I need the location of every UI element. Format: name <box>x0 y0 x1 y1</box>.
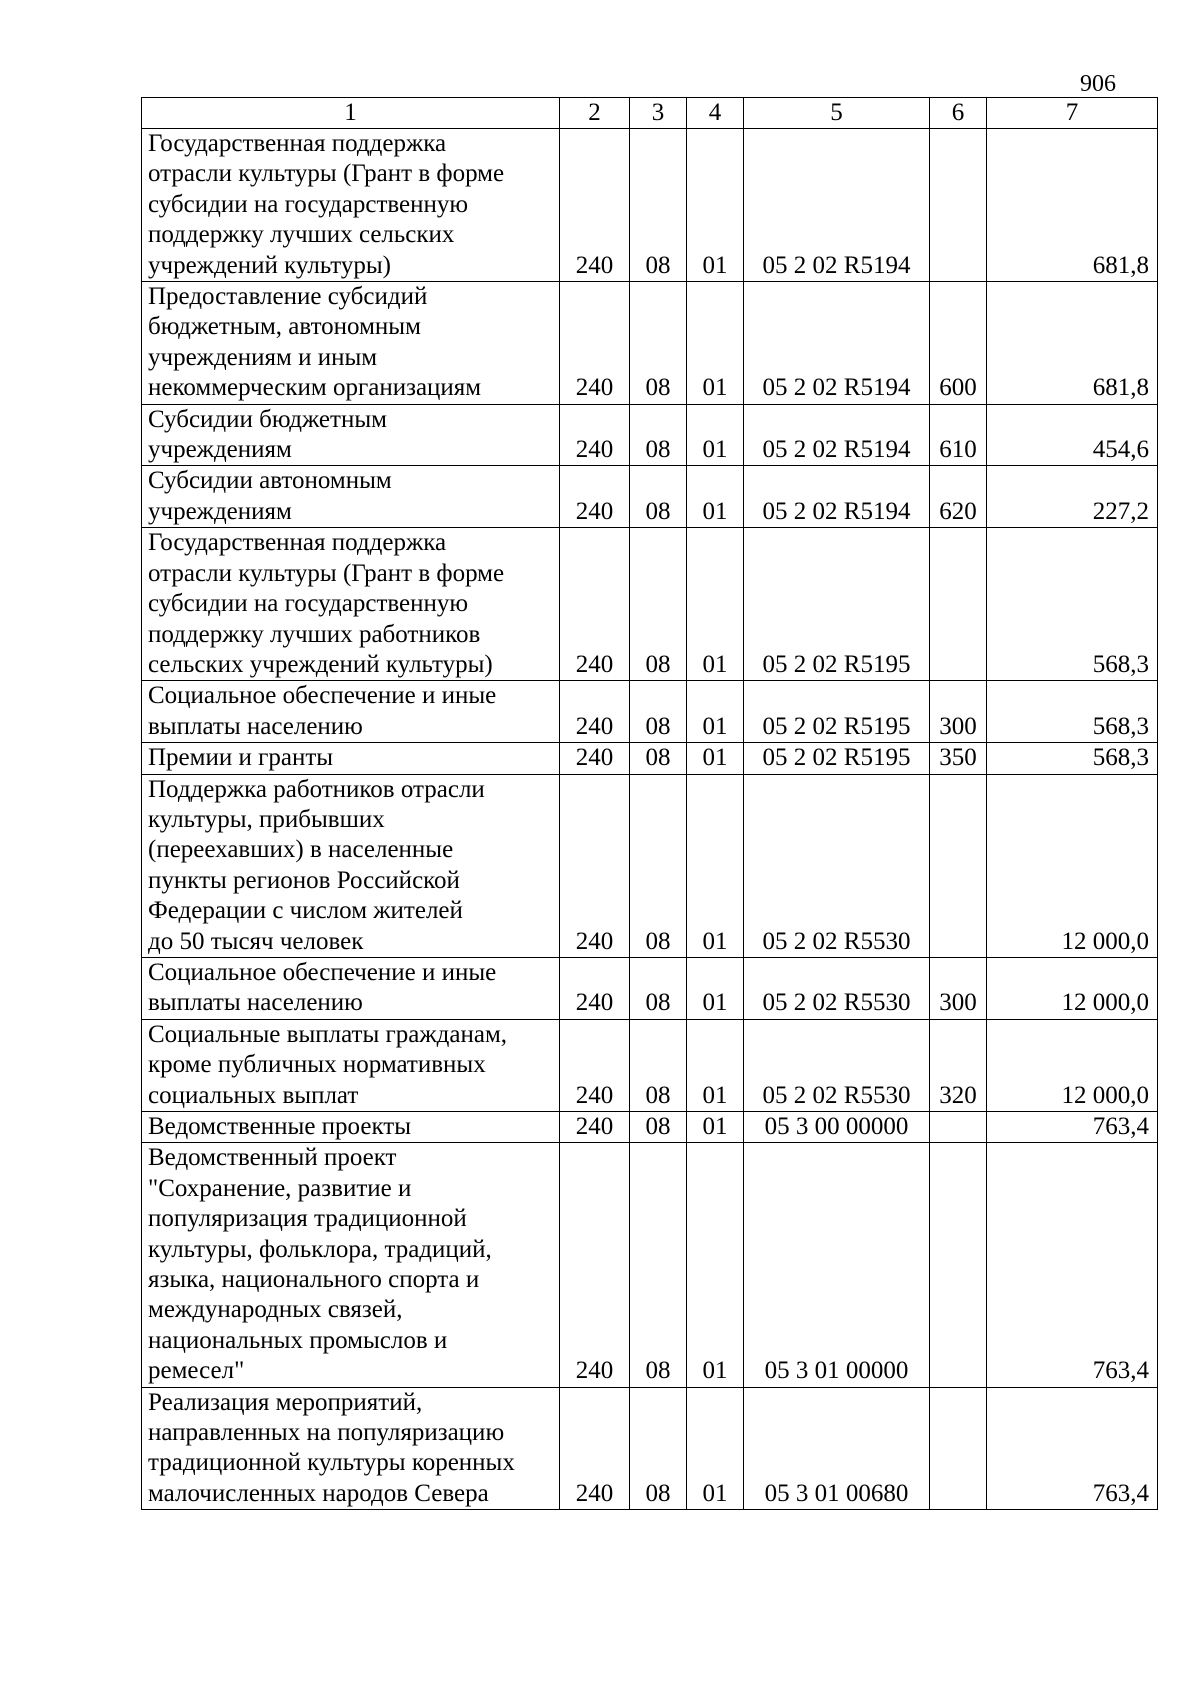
target-article-cell: 05 3 01 00680 <box>744 1387 930 1510</box>
item-name-line: Субсидии автономным <box>148 467 392 495</box>
item-name-line: международных связей, <box>148 1296 403 1324</box>
expense-type-cell <box>930 774 987 957</box>
item-name-cell <box>142 282 560 405</box>
table-row <box>142 743 1158 774</box>
expense-type-cell: 600 <box>930 282 987 405</box>
ministry-code-cell: 240 <box>560 1019 630 1111</box>
item-name-line: кроме публичных нормативных <box>148 1051 486 1079</box>
ministry-code-cell: 240 <box>560 743 630 774</box>
subsection-code-cell: 01 <box>687 681 744 743</box>
item-name-line: пункты регионов Российской <box>148 866 460 894</box>
expense-type-cell: 350 <box>930 743 987 774</box>
expense-type-cell: 620 <box>930 466 987 528</box>
item-name-cell <box>142 774 560 957</box>
item-name-line: Ведомственные проекты <box>148 1113 412 1140</box>
target-article-cell: 05 2 02 R5530 <box>744 957 930 1019</box>
expense-type-cell: 320 <box>930 1019 987 1111</box>
item-name-line: выплаты населению <box>148 989 363 1017</box>
section-code-cell: 08 <box>630 282 687 405</box>
expense-type-cell <box>930 1112 987 1143</box>
item-name-line: некоммерческим организациям <box>148 374 482 402</box>
item-name-line: популяризация традиционной <box>148 1205 467 1233</box>
item-name-cell <box>142 681 560 743</box>
item-name-cell <box>142 404 560 466</box>
item-name-cell <box>142 528 560 681</box>
target-article-cell: 05 2 02 R5194 <box>744 282 930 405</box>
target-article-cell: 05 2 02 R5195 <box>744 743 930 774</box>
header-cell-3: 3 <box>630 98 687 129</box>
item-name-line: поддержку лучших работников <box>148 620 481 648</box>
expense-type-cell <box>930 129 987 282</box>
item-name-line: отрасли культуры (Грант в форме <box>148 160 505 188</box>
table-row <box>142 466 1158 528</box>
amount-cell: 568,3 <box>987 743 1158 774</box>
amount-cell: 763,4 <box>987 1387 1158 1510</box>
amount-cell: 763,4 <box>987 1112 1158 1143</box>
item-name-cell <box>142 957 560 1019</box>
table-row <box>142 681 1158 743</box>
page-number: 906 <box>1080 71 1116 97</box>
section-code-cell: 08 <box>630 528 687 681</box>
section-code-cell: 08 <box>630 1112 687 1143</box>
item-name-line: культуры, прибывших <box>148 805 385 833</box>
table-row <box>142 129 1158 282</box>
section-code-cell: 08 <box>630 1019 687 1111</box>
table-row <box>142 1387 1158 1510</box>
budget-table <box>141 97 1158 1510</box>
expense-type-cell: 300 <box>930 957 987 1019</box>
subsection-code-cell: 01 <box>687 743 744 774</box>
target-article-cell: 05 3 01 00000 <box>744 1143 930 1387</box>
item-name-line: Ведомственный проект <box>148 1144 397 1172</box>
expense-type-cell: 300 <box>930 681 987 743</box>
item-name-line: до 50 тысяч человек <box>148 927 364 955</box>
table-row <box>142 1112 1158 1143</box>
header-cell-1: 1 <box>142 98 560 129</box>
section-code-cell: 08 <box>630 466 687 528</box>
item-name-line: Предоставление субсидий <box>148 283 428 311</box>
ministry-code-cell: 240 <box>560 957 630 1019</box>
item-name-cell <box>142 1143 560 1387</box>
amount-cell: 12 000,0 <box>987 1019 1158 1111</box>
item-name-line: традиционной культуры коренных <box>148 1449 515 1477</box>
table-row <box>142 1143 1158 1387</box>
item-name-line: Государственная поддержка <box>148 130 447 157</box>
item-name-line: учреждениям и иным <box>148 343 378 371</box>
section-code-cell: 08 <box>630 129 687 282</box>
ministry-code-cell: 240 <box>560 129 630 282</box>
item-name-line: учреждений культуры) <box>148 251 391 279</box>
header-cell-4: 4 <box>687 98 744 129</box>
item-name-line: учреждениям <box>148 497 292 525</box>
item-name-line: субсидии на государственную <box>148 590 469 618</box>
item-name-line: учреждениям <box>148 436 292 464</box>
subsection-code-cell: 01 <box>687 1112 744 1143</box>
item-name-line: Премии и гранты <box>148 744 334 772</box>
section-code-cell: 08 <box>630 1387 687 1510</box>
item-name-cell <box>142 466 560 528</box>
header-cell-6: 6 <box>930 98 987 129</box>
item-name-line: Реализация мероприятий, <box>148 1388 423 1416</box>
ministry-code-cell: 240 <box>560 774 630 957</box>
ministry-code-cell: 240 <box>560 528 630 681</box>
item-name-line: Субсидии бюджетным <box>148 405 387 433</box>
amount-cell: 568,3 <box>987 681 1158 743</box>
item-name-line: культуры, фольклора, традиций, <box>148 1235 492 1263</box>
table-row <box>142 957 1158 1019</box>
expense-type-cell: 610 <box>930 404 987 466</box>
target-article-cell: 05 2 02 R5194 <box>744 404 930 466</box>
item-name-line: социальных выплат <box>148 1081 359 1109</box>
target-article-cell: 05 2 02 R5530 <box>744 1019 930 1111</box>
ministry-code-cell: 240 <box>560 681 630 743</box>
expense-type-cell <box>930 1387 987 1510</box>
table-header-row <box>142 98 1158 129</box>
item-name-line: "Сохранение, развитие и <box>148 1174 412 1202</box>
amount-cell: 454,6 <box>987 404 1158 466</box>
table-row <box>142 774 1158 957</box>
amount-cell: 681,8 <box>987 129 1158 282</box>
subsection-code-cell: 01 <box>687 466 744 528</box>
item-name-line: Социальное обеспечение и иные <box>148 958 497 986</box>
subsection-code-cell: 01 <box>687 957 744 1019</box>
subsection-code-cell: 01 <box>687 1143 744 1387</box>
item-name-line: Социальные выплаты гражданам, <box>148 1020 508 1048</box>
amount-cell: 12 000,0 <box>987 957 1158 1019</box>
target-article-cell: 05 3 00 00000 <box>744 1112 930 1143</box>
item-name-line: Федерации с числом жителей <box>148 897 463 925</box>
target-article-cell: 05 2 02 R5194 <box>744 466 930 528</box>
section-code-cell: 08 <box>630 774 687 957</box>
item-name-line: Поддержка работников отрасли <box>148 775 485 803</box>
ministry-code-cell: 240 <box>560 282 630 405</box>
table-row <box>142 1019 1158 1111</box>
item-name-cell <box>142 129 560 282</box>
ministry-code-cell: 240 <box>560 404 630 466</box>
item-name-line: отрасли культуры (Грант в форме <box>148 559 505 587</box>
subsection-code-cell: 01 <box>687 129 744 282</box>
item-name-line: ремесел" <box>148 1357 245 1385</box>
ministry-code-cell: 240 <box>560 1387 630 1510</box>
item-name-cell <box>142 743 560 774</box>
ministry-code-cell: 240 <box>560 1143 630 1387</box>
header-cell-5: 5 <box>744 98 930 129</box>
amount-cell: 12 000,0 <box>987 774 1158 957</box>
expense-type-cell <box>930 528 987 681</box>
amount-cell: 568,3 <box>987 528 1158 681</box>
subsection-code-cell: 01 <box>687 1019 744 1111</box>
item-name-line: (переехавших) в населенные <box>148 836 454 864</box>
section-code-cell: 08 <box>630 743 687 774</box>
ministry-code-cell: 240 <box>560 466 630 528</box>
header-cell-2: 2 <box>560 98 630 129</box>
item-name-line: Социальное обеспечение и иные <box>148 682 497 710</box>
subsection-code-cell: 01 <box>687 1387 744 1510</box>
item-name-line: языка, национального спорта и <box>148 1266 480 1294</box>
subsection-code-cell: 01 <box>687 528 744 681</box>
item-name-cell <box>142 1387 560 1510</box>
item-name-line: Государственная поддержка <box>148 529 447 557</box>
target-article-cell: 05 2 02 R5195 <box>744 681 930 743</box>
item-name-line: бюджетным, автономным <box>148 313 421 341</box>
item-name-line: субсидии на государственную <box>148 190 469 218</box>
item-name-line: выплаты населению <box>148 712 363 740</box>
item-name-line: сельских учреждений культуры) <box>148 650 493 678</box>
table-row <box>142 528 1158 681</box>
subsection-code-cell: 01 <box>687 282 744 405</box>
item-name-line: национальных промыслов и <box>148 1326 448 1354</box>
expense-type-cell <box>930 1143 987 1387</box>
section-code-cell: 08 <box>630 957 687 1019</box>
item-name-cell <box>142 1112 560 1143</box>
item-name-line: направленных на популяризацию <box>148 1419 505 1447</box>
amount-cell: 763,4 <box>987 1143 1158 1387</box>
table-row <box>142 282 1158 405</box>
section-code-cell: 08 <box>630 404 687 466</box>
item-name-cell <box>142 1019 560 1111</box>
item-name-line: малочисленных народов Севера <box>148 1479 489 1507</box>
header-cell-7: 7 <box>987 98 1158 129</box>
amount-cell: 681,8 <box>987 282 1158 405</box>
ministry-code-cell: 240 <box>560 1112 630 1143</box>
item-name-line: поддержку лучших сельских <box>148 221 455 249</box>
section-code-cell: 08 <box>630 681 687 743</box>
section-code-cell: 08 <box>630 1143 687 1387</box>
table-row <box>142 404 1158 466</box>
target-article-cell: 05 2 02 R5195 <box>744 528 930 681</box>
amount-cell: 227,2 <box>987 466 1158 528</box>
target-article-cell: 05 2 02 R5194 <box>744 129 930 282</box>
subsection-code-cell: 01 <box>687 774 744 957</box>
target-article-cell: 05 2 02 R5530 <box>744 774 930 957</box>
subsection-code-cell: 01 <box>687 404 744 466</box>
